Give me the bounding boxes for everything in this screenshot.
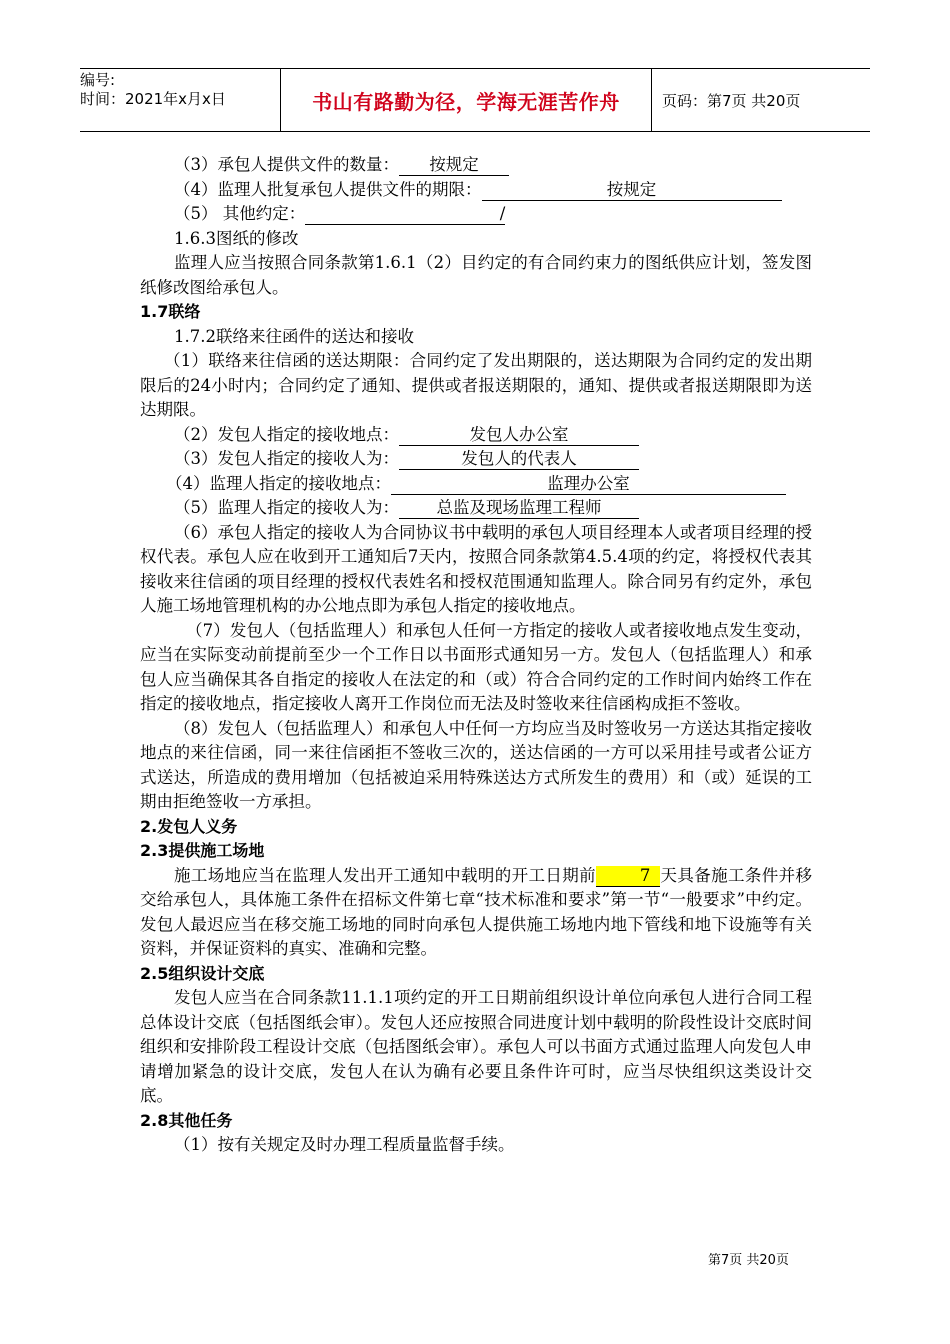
paragraph: （8）发包人（包括监理人）和承包人中任何一方均应当及时签收另一方送达其指定接收地点的来往信函，同一来往信函拒不签收三次的，送达信函的一方可以采用挂号或者公证方式送达，所造成的费用增加（包括被迫采用特殊送达方式所发生的费用）和（或）延误的工期由拒绝签收一方承担。 — [140, 718, 812, 811]
section-heading: 1.7联络 — [140, 302, 201, 321]
field-value: 总监及现场监理工程师 — [399, 498, 639, 519]
field-value: 按规定 — [399, 155, 509, 176]
number-label: 编号: — [80, 71, 116, 89]
field-line: （3）发包人指定的接收人为： 发包人的代表人 — [140, 447, 812, 472]
header-meta — [80, 69, 280, 131]
field-value: 发包人办公室 — [399, 425, 639, 446]
field-line: （5）监理人指定的接收人为： 总监及现场监理工程师 — [140, 496, 812, 521]
section-heading: 2.8其他任务 — [140, 1110, 233, 1130]
subsection-title: 1.7.2联络来往函件的送达和接收 — [174, 326, 414, 346]
page-footer: 第7页 共20页 — [708, 1253, 789, 1268]
field-value: 监理办公室 — [391, 474, 786, 495]
paragraph: （1）按有关规定及时办理工程质量监督手续。 — [174, 1135, 515, 1154]
field-value: 发包人的代表人 — [399, 449, 639, 470]
paragraph: 发包人应当在合同条款11.1.1项约定的开工日期前组织设计单位向承包人进行合同工程总体设计交底（包括图纸会审）。发包人还应按照合同进度计划中载明的阶段性设计交底时间组织和安排阶段工程设计交底（包括图纸会审）。承包人可以书面方式通过监理人向发包人申请增加紧急的设计交底，发包人在认为确有必要且条件许可时，应当尽快组织这类设计交底。 — [140, 988, 812, 1105]
paragraph: （1）联络来往信函的送达期限：合同约定了发出期限的，送达期限为合同约定的发出期限后的24小时内；合同约定了通知、提供或者报送期限的，通知、提供或者报送期限即为送达期限。 — [140, 351, 812, 419]
field-line: （4）监理人批复承包人提供文件的期限： 按规定 — [140, 178, 812, 203]
field-line: （3）承包人提供文件的数量： 按规定 — [140, 153, 812, 178]
section-heading: 2.3提供施工场地 — [140, 841, 265, 860]
document-body — [140, 153, 812, 1158]
header-motto: 书山有路勤为径，学海无涯苦作舟 — [280, 69, 652, 131]
section-heading: 2.5组织设计交底 — [140, 963, 265, 983]
highlighted-value: 7 — [596, 866, 660, 887]
section-heading: 2.发包人义务 — [140, 816, 238, 836]
paragraph: （6）承包人指定的接收人为合同协议书中载明的承包人项目经理本人或者项目经理的授权代表。承包人应在收到开工通知后7天内，按照合同条款第4.5.4项的约定，将授权代表其接收来往信函的项目经理的授权代表姓名和授权范围通知监理人。除合同另有约定外，承包人施工场地管理机构的办公地点即为承包人指定的接收地点。 — [140, 522, 812, 615]
field-line: （2）发包人指定的接收地点： 发包人办公室 — [140, 423, 812, 448]
field-line: （4）监理人指定的接收地点： 监理办公室 — [140, 472, 812, 497]
header-page-number: 页码：第7页 共20页 — [662, 91, 801, 110]
subsection-title: 1.6.3图纸的修改 — [174, 228, 299, 248]
time-label: 时间：2021年x月x日 — [80, 90, 226, 108]
field-value: 按规定 — [482, 180, 782, 201]
paragraph: 监理人应当按照合同条款第1.6.1（2）目约定的有合同约束力的图纸供应计划，签发图纸修改图给承包人。 — [140, 253, 812, 297]
paragraph: 施工场地应当在监理人发出开工通知中载明的开工日期前 7 天具备施工条件并移交给承包人，具体施工条件在招标文件第七章“技术标准和要求”第一节“一般要求”中约定。发包人最迟应当在移交施工场地的同时向承包人提供施工场地内地下管线和地下设施等有关资料，并保证资料的真实、准确和完整。 — [140, 865, 813, 958]
paragraph: （7）发包人（包括监理人）和承包人任何一方指定的接收人或者接收地点发生变动，应当在实际变动前提前至少一个工作日以书面形式通知另一方。发包人（包括监理人）和承包人应当确保其各自指定的接收人在法定的和（或）符合合同约定的工作时间内始终工作在指定的接收地点，指定接收人离开工作岗位而无法及时签收来往信函构成拒不签收。 — [140, 620, 812, 713]
page-header — [80, 68, 870, 132]
field-line: （5） 其他约定： / — [174, 204, 506, 223]
field-value: / — [305, 204, 505, 225]
